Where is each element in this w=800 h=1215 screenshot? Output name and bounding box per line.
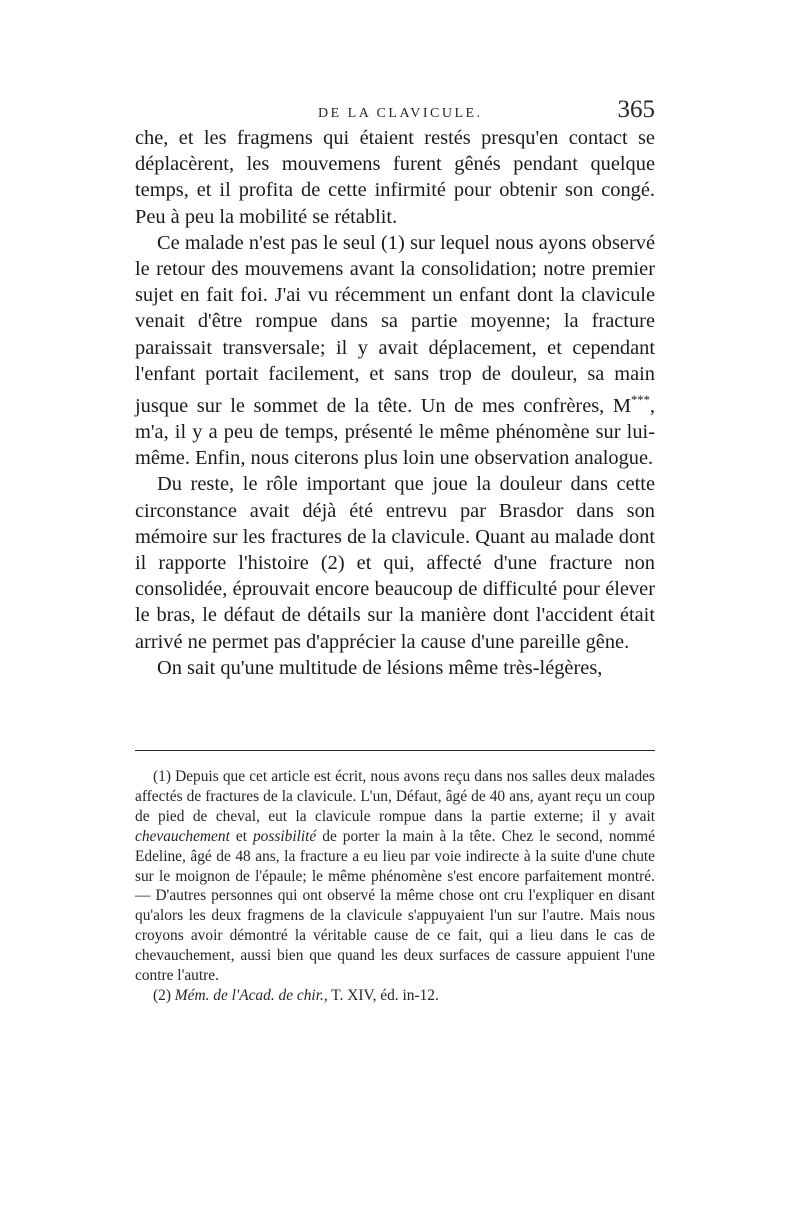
paragraph-continued bbox=[135, 125, 655, 230]
footnote-2 bbox=[135, 986, 655, 1006]
page-header bbox=[135, 96, 655, 126]
paragraph-text: Du reste, le rôle important que joue la douleur dans cette circonstance avait déjà été entrevu par Brasdor dans son mémoire sur les fractures de la clavicule. Quant au malade dont il rapporte l'histoire (2) et qui, affecté d'une fracture non consolidée, éprouvait encore beaucoup de difficulté pour élever le bras, le défaut de détails sur la manière dont l'accident était arrivé ne permet pas d'apprécier la cause d'une pareille gêne. bbox=[135, 473, 655, 653]
footnote-text: (1) Depuis que cet article est écrit, nous avons reçu dans nos salles deux malades affectés de fractures de la clavicule. L'un, Défaut, âgé de 40 ans, ayant reçu un coup de pied de cheval, eut la clavicule rompue dans la partie externe; il y avait bbox=[135, 768, 655, 825]
paragraph-text: Ce malade n'est pas le seul (1) sur lequel nous ayons observé le retour des mouvemens avant la consolidation; notre premier sujet en fait foi. J'ai vu récemment un enfant dont la clavicule venait d'être rompue dans sa partie moyenne; la fracture paraissait transversale; il y avait déplacement, et cependant l'enfant portait facilement, et sans trop de douleur, sa main jusque sur le sommet de la tête. Un de mes confrères, M bbox=[135, 231, 655, 417]
footnotes bbox=[135, 767, 655, 1006]
paragraph bbox=[135, 471, 655, 654]
asterisks: *** bbox=[630, 393, 650, 408]
running-head: DE LA CLAVICULE. bbox=[318, 106, 483, 121]
page-number: 365 bbox=[617, 96, 655, 123]
footnote-rule bbox=[135, 750, 655, 751]
paragraph bbox=[135, 655, 655, 681]
paragraph-text: che, et les fragmens qui étaient restés presqu'en contact se déplacèrent, les mouvemens furent gênés pendant quelque temps, et il profita de cette infirmité pour obtenir son congé. Peu à peu la mobilité se rétablit. bbox=[135, 127, 655, 228]
paragraph-text: On sait qu'une multitude de lésions même très-légères, bbox=[157, 656, 603, 679]
footnote-1 bbox=[135, 767, 655, 986]
footnote-italic: chevauchement bbox=[135, 827, 230, 845]
footnote-text: (2) bbox=[153, 986, 175, 1004]
paragraph-text: , m'a, il y a peu de temps, présenté le même phénomène sur lui-même. Enfin, nous citerons plus loin une observation analogue. bbox=[135, 394, 655, 470]
footnote-text: de porter la main à la tête. Chez le second, nommé Edeline, âgé de 48 ans, la fracture a eu lieu par voie indirecte à la suite d'une chute sur le moignon de l'épaule; le même phénomène s'est encore parfaitement montré. — D'autres personnes qui ont observé la même chose ont cru l'expliquer en disant qu'alors les deux fragmens de la clavicule s'appuyaient l'un sur l'autre. Mais nous croyons avoir démontré la véritable cause de ce fait, qui a lieu dans le cas de chevauchement, aussi bien que quand les deux surfaces de cassure appuient l'une contre l'autre. bbox=[135, 827, 655, 985]
main-text bbox=[135, 125, 655, 681]
footnote-text: et bbox=[229, 827, 253, 845]
footnote-italic: possibilité bbox=[252, 827, 317, 845]
footnote-italic: Mém. de l'Acad. de chir. bbox=[174, 986, 324, 1004]
paragraph bbox=[135, 230, 655, 472]
footnote-text: , T. XIV, éd. in-12. bbox=[323, 986, 439, 1004]
